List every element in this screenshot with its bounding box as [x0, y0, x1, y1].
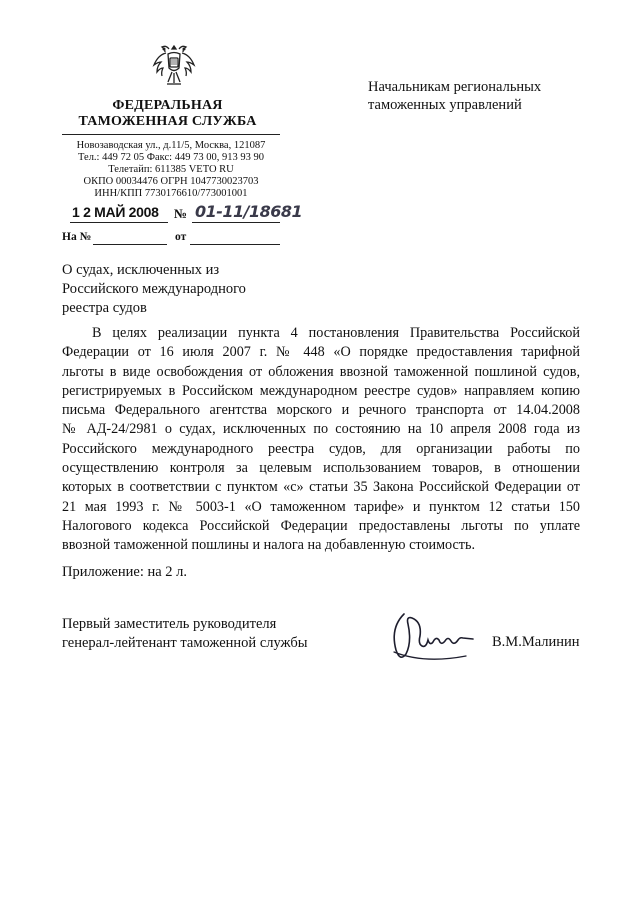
body-line: 21 мая 1993 г. № 5003-1 «О таможенном тарифе» и пунктом 12 статьи 150: [62, 498, 580, 515]
signer-title-line2: генерал-лейтенант таможенной службы: [62, 635, 308, 651]
contact-phone-fax: Тел.: 449 72 05 Факс: 449 73 00, 913 93 90: [78, 152, 264, 163]
subject-line: Российского международного: [62, 281, 246, 297]
letterhead-divider: [62, 134, 280, 135]
contact-address: Новозаводская ул., д.11/5, Москва, 121087: [76, 140, 266, 151]
contact-okpo-ogrn: ОКПО 00034476 ОГРН 1047730023703: [83, 176, 259, 187]
letter-body: [62, 324, 580, 556]
handwritten-signature-icon: [382, 608, 482, 668]
addressee-line2: таможенных управлений: [368, 97, 522, 113]
body-line: письма Федерального агентства морского и речного транспорта от 14.04.2008: [62, 402, 580, 419]
body-line: регистрируемых в Российском международном реестре судов» направляем копию: [62, 382, 580, 399]
reference-number-blank: [93, 244, 167, 245]
body-line: Налогового кодекса Российской Федерации предоставлены льготы по уплате: [62, 517, 580, 534]
registration-number-handwritten: 01-11/18681: [195, 202, 303, 221]
signer-title-line1: Первый заместитель руководителя: [62, 616, 277, 632]
subject-line: реестра судов: [62, 300, 147, 316]
organization-name-line1: ФЕДЕРАЛЬНАЯ: [112, 98, 223, 113]
body-line: ввозной таможенной пошлины и налога на добавленную стоимость.: [62, 537, 476, 554]
reference-number-label: На №: [62, 231, 92, 243]
body-line: которых в соответствии с пунктом «с» статьи 35 Закона Российской Федерации от: [62, 479, 580, 496]
body-line: Федерации от 16 июля 2007 г. № 448 «О порядке предоставления тарифной: [62, 344, 580, 361]
reference-date-label: от: [175, 231, 187, 243]
body-line: Российского международного реестра судов, для организации работы по: [62, 440, 580, 457]
contact-inn-kpp: ИНН/КПП 7730176610/773001001: [94, 188, 248, 199]
body-line: осуществлению контроля за целевым использованием товаров, в отношении: [62, 460, 580, 477]
signer-name: В.М.Малинин: [492, 634, 580, 650]
reference-date-blank: [190, 244, 280, 245]
registration-date-stamp: 1 2 МАЙ 2008: [72, 204, 159, 220]
body-line: льготы в виде освобождения от обложения ввозной таможенной пошлиной судов,: [62, 363, 580, 380]
double-headed-eagle-emblem-icon: [150, 40, 198, 90]
registration-date-underline: [70, 222, 168, 223]
registration-number-underline: [192, 222, 280, 223]
addressee-line1: Начальникам региональных: [368, 79, 542, 95]
subject-line: О судах, исключенных из: [62, 262, 220, 278]
letter-subject: [62, 261, 312, 318]
registration-number-label: №: [174, 206, 188, 221]
contact-teletype: Телетайп: 611385 VETO RU: [108, 164, 234, 175]
body-line: № АД-24/2981 о судах, исключенных по состоянию на 10 апреля 2008 года из: [62, 421, 580, 438]
body-line: В целях реализации пункта 4 постановления Правительства Российской: [92, 325, 580, 341]
attachment-note: Приложение: на 2 л.: [62, 564, 188, 580]
organization-name-line2: ТАМОЖЕННАЯ СЛУЖБА: [78, 114, 257, 129]
